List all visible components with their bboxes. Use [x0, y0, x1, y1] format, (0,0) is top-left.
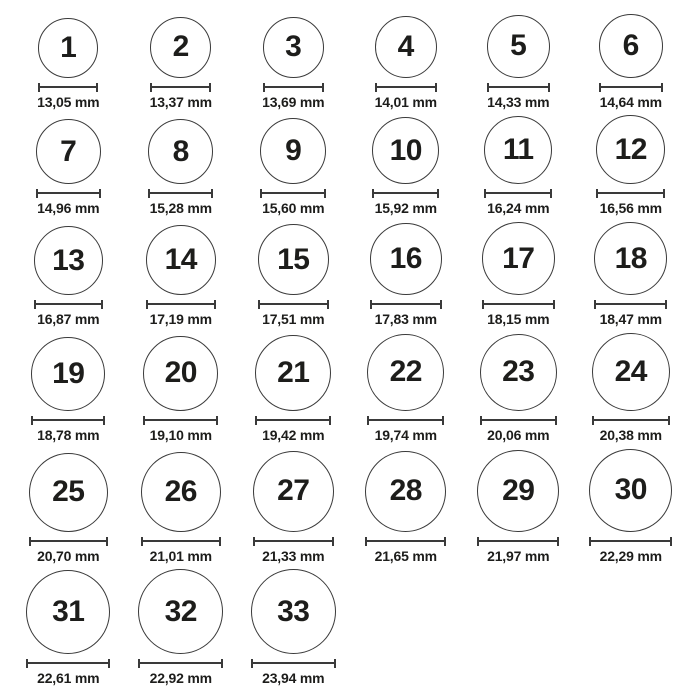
ring-circle: [260, 118, 326, 184]
ring-circle: [484, 116, 552, 184]
diameter-dimension-line: [594, 300, 667, 309]
ring-size-number: 25: [52, 475, 85, 509]
ring-circle: [480, 334, 557, 411]
diameter-label: 16,56 mm: [599, 200, 662, 217]
diameter-label: 20,06 mm: [487, 426, 550, 443]
ring-size-number: 30: [614, 473, 647, 507]
ring-size-number: 16: [389, 242, 422, 276]
diameter-dimension-line: [29, 537, 108, 546]
ring-size-number: 33: [277, 594, 310, 628]
ring-size-item: [237, 224, 350, 327]
ring-size-number: 32: [164, 594, 197, 628]
diameter-label: 21,65 mm: [374, 547, 437, 564]
ring-size-number: 6: [622, 28, 639, 62]
ring-circle: [258, 224, 329, 295]
diameter-dimension-line: [365, 537, 446, 546]
ring-size-item: [462, 15, 575, 110]
ring-size-number: 2: [172, 30, 189, 64]
ring-size-item: [575, 222, 688, 327]
ring-size-number: 1: [60, 30, 77, 64]
ring-circle: [596, 115, 665, 184]
ring-size-item: [350, 223, 463, 327]
ring-size-number: 7: [60, 134, 77, 168]
ring-size-row: [12, 333, 688, 443]
ring-circle: [263, 17, 324, 78]
ring-circle: [34, 226, 103, 295]
diameter-dimension-line: [148, 189, 213, 198]
ring-size-item: [12, 18, 125, 110]
ring-size-item: [12, 570, 125, 686]
diameter-label: 17,19 mm: [149, 311, 212, 328]
ring-size-number: 31: [52, 595, 85, 629]
diameter-label: 19,10 mm: [149, 426, 212, 443]
diameter-label: 18,47 mm: [599, 311, 662, 328]
ring-size-number: 13: [52, 243, 85, 277]
ring-size-number: 29: [502, 473, 535, 507]
diameter-dimension-line: [36, 189, 101, 198]
diameter-label: 15,60 mm: [262, 200, 325, 217]
ring-circle: [365, 451, 446, 532]
ring-circle: [29, 453, 108, 532]
ring-size-number: 10: [389, 133, 422, 167]
diameter-dimension-line: [480, 416, 557, 425]
ring-size-number: 23: [502, 355, 535, 389]
ring-size-item: [462, 450, 575, 564]
ring-size-item: [125, 225, 238, 327]
diameter-label: 22,29 mm: [599, 547, 662, 564]
ring-size-item: [237, 118, 350, 216]
diameter-dimension-line: [34, 300, 103, 309]
diameter-label: 16,87 mm: [37, 311, 100, 328]
ring-size-number: 18: [614, 241, 647, 275]
ring-size-number: 11: [502, 133, 534, 167]
diameter-dimension-line: [372, 189, 439, 198]
ring-size-number: 21: [277, 355, 310, 389]
ring-circle: [38, 18, 98, 78]
diameter-label: 22,61 mm: [37, 670, 100, 687]
ring-size-number: 8: [172, 134, 189, 168]
ring-circle: [150, 17, 211, 78]
ring-size-row: [12, 569, 688, 686]
ring-size-item: [462, 334, 575, 443]
diameter-label: 13,69 mm: [262, 93, 325, 110]
ring-circle: [375, 16, 437, 78]
ring-size-item: [350, 16, 463, 110]
ring-circle: [146, 225, 216, 295]
diameter-dimension-line: [370, 300, 442, 309]
ring-size-number: 19: [52, 356, 85, 390]
ring-size-item: [125, 119, 238, 216]
diameter-dimension-line: [367, 416, 444, 425]
ring-size-item: [237, 569, 350, 686]
diameter-label: 15,28 mm: [149, 200, 212, 217]
diameter-dimension-line: [141, 537, 221, 546]
ring-circle: [599, 14, 663, 78]
diameter-label: 15,92 mm: [374, 200, 437, 217]
ring-circle: [31, 337, 105, 411]
ring-circle: [253, 451, 334, 532]
diameter-label: 21,33 mm: [262, 547, 325, 564]
diameter-dimension-line: [263, 83, 324, 92]
ring-size-item: [125, 336, 238, 443]
diameter-label: 13,37 mm: [149, 93, 212, 110]
ring-size-number: 4: [397, 29, 414, 63]
ring-size-number: 26: [164, 474, 197, 508]
ring-size-number: 17: [502, 241, 535, 275]
diameter-dimension-line: [258, 300, 329, 309]
ring-size-item: [12, 119, 125, 216]
diameter-dimension-line: [589, 537, 672, 546]
ring-circle: [141, 452, 221, 532]
ring-circle: [482, 222, 555, 295]
ring-size-row: [12, 222, 688, 327]
ring-size-number: 14: [164, 243, 197, 277]
diameter-label: 21,01 mm: [149, 547, 212, 564]
diameter-dimension-line: [253, 537, 334, 546]
diameter-label: 18,15 mm: [487, 311, 550, 328]
ring-size-item: [12, 453, 125, 564]
ring-circle: [589, 449, 672, 532]
diameter-label: 16,24 mm: [487, 200, 550, 217]
diameter-dimension-line: [487, 83, 550, 92]
diameter-label: 14,33 mm: [487, 93, 550, 110]
ring-circle: [26, 570, 110, 654]
ring-size-item: [350, 451, 463, 564]
ring-size-number: 5: [510, 29, 527, 63]
ring-size-number: 15: [277, 242, 310, 276]
ring-size-item: [575, 14, 688, 110]
diameter-label: 20,38 mm: [599, 426, 662, 443]
ring-size-item: [350, 334, 463, 443]
diameter-dimension-line: [375, 83, 437, 92]
diameter-dimension-line: [484, 189, 552, 198]
ring-circle: [138, 569, 223, 654]
diameter-label: 17,51 mm: [262, 311, 325, 328]
diameter-dimension-line: [26, 659, 110, 668]
ring-circle: [36, 119, 101, 184]
ring-size-number: 20: [164, 356, 197, 390]
diameter-dimension-line: [260, 189, 326, 198]
ring-size-number: 22: [389, 355, 422, 389]
ring-size-item: [575, 449, 688, 564]
ring-size-number: 27: [277, 474, 310, 508]
diameter-label: 19,42 mm: [262, 426, 325, 443]
diameter-dimension-line: [138, 659, 223, 668]
ring-size-item: [575, 115, 688, 216]
ring-circle: [370, 223, 442, 295]
ring-circle: [592, 333, 670, 411]
ring-circle: [148, 119, 213, 184]
ring-size-item: [575, 333, 688, 443]
ring-size-item: [237, 335, 350, 443]
diameter-dimension-line: [477, 537, 559, 546]
diameter-label: 19,74 mm: [374, 426, 437, 443]
ring-size-row: [12, 449, 688, 564]
diameter-label: 17,83 mm: [374, 311, 437, 328]
ring-size-number: 9: [285, 134, 302, 168]
diameter-dimension-line: [38, 83, 98, 92]
ring-size-number: 12: [614, 132, 647, 166]
ring-size-item: [125, 452, 238, 564]
ring-circle: [487, 15, 550, 78]
diameter-dimension-line: [251, 659, 336, 668]
diameter-label: 22,92 mm: [149, 670, 212, 687]
diameter-dimension-line: [143, 416, 218, 425]
diameter-label: 14,96 mm: [37, 200, 100, 217]
ring-size-item: [12, 226, 125, 327]
ring-circle: [255, 335, 331, 411]
diameter-label: 23,94 mm: [262, 670, 325, 687]
ring-size-item: [237, 17, 350, 110]
diameter-dimension-line: [255, 416, 331, 425]
ring-size-row: [12, 14, 688, 110]
ring-circle: [251, 569, 336, 654]
ring-circle: [372, 117, 439, 184]
diameter-dimension-line: [146, 300, 216, 309]
ring-size-item: [237, 451, 350, 564]
ring-size-item: [125, 569, 238, 686]
diameter-label: 21,97 mm: [487, 547, 550, 564]
ring-circle: [594, 222, 667, 295]
ring-size-number: 28: [389, 474, 422, 508]
diameter-label: 18,78 mm: [37, 426, 100, 443]
diameter-dimension-line: [596, 189, 665, 198]
ring-size-number: 3: [285, 30, 302, 64]
diameter-dimension-line: [599, 83, 663, 92]
diameter-label: 14,01 mm: [374, 93, 437, 110]
diameter-dimension-line: [150, 83, 211, 92]
diameter-dimension-line: [482, 300, 555, 309]
ring-size-item: [462, 116, 575, 216]
ring-size-item: [12, 337, 125, 443]
diameter-label: 13,05 mm: [37, 93, 100, 110]
ring-size-item: [125, 17, 238, 110]
ring-circle: [367, 334, 444, 411]
diameter-label: 14,64 mm: [599, 93, 662, 110]
ring-size-item: [462, 222, 575, 327]
diameter-label: 20,70 mm: [37, 547, 100, 564]
ring-circle: [477, 450, 559, 532]
ring-size-number: 24: [614, 354, 647, 388]
ring-size-item: [350, 117, 463, 216]
diameter-dimension-line: [31, 416, 105, 425]
ring-size-row: [12, 115, 688, 216]
ring-circle: [143, 336, 218, 411]
diameter-dimension-line: [592, 416, 670, 425]
